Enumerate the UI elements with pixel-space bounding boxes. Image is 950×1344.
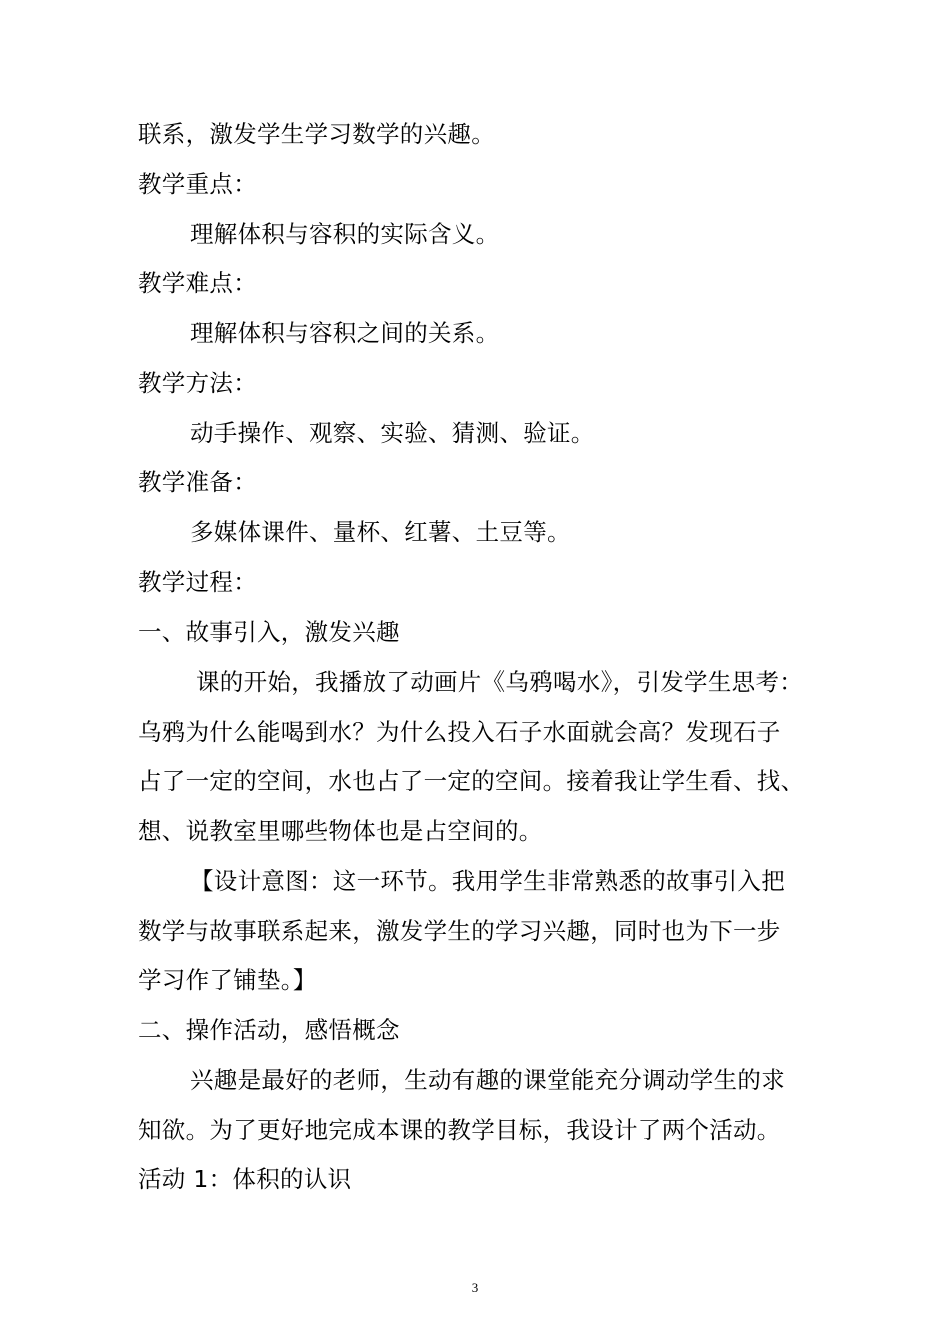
design-intent-text: 【设计意图：这一环节。我用学生非常熟悉的故事引入把 (190, 867, 785, 895)
text-line: 占了一定的空间，水也占了一定的空间。接着我让学生看、找、 (138, 767, 805, 795)
text-line: 联系，激发学生学习数学的兴趣。 (138, 120, 495, 148)
page-number: 3 (471, 1280, 479, 1295)
activity-heading: 活动 1：体积的认识 (138, 1165, 352, 1193)
text-line: 乌鸦为什么能喝到水？为什么投入石子水面就会高？发现石子 (138, 718, 781, 746)
subsection-heading-activity: 二、操作活动，感悟概念 (138, 1016, 400, 1044)
text-line: 想、说教室里哪些物体也是占空间的。 (138, 817, 543, 845)
text-line: 动手操作、观察、实验、猜测、验证。 (190, 419, 595, 447)
text-line: 知欲。为了更好地完成本课的教学目标，我设计了两个活动。 (138, 1116, 781, 1144)
section-heading-process: 教学过程： (138, 568, 257, 596)
design-intent-text: 数学与故事联系起来，激发学生的学习兴趣，同时也为下一步 (138, 917, 781, 945)
text-line: 理解体积与容积的实际含义。 (190, 220, 500, 248)
section-heading-preparation: 教学准备： (138, 468, 257, 496)
text-line: 多媒体课件、量杯、红薯、土豆等。 (190, 518, 571, 546)
text-line: 理解体积与容积之间的关系。 (190, 319, 500, 347)
text-line: 兴趣是最好的老师，生动有趣的课堂能充分调动学生的求 (190, 1066, 785, 1094)
section-heading-focus: 教学重点： (138, 170, 257, 198)
section-heading-difficulty: 教学难点： (138, 269, 257, 297)
design-intent-text: 学习作了铺垫。】 (138, 966, 317, 994)
section-heading-method: 教学方法： (138, 369, 257, 397)
subsection-heading-story: 一、故事引入，激发兴趣 (138, 618, 400, 646)
text-line: 课的开始，我播放了动画片《乌鸦喝水》，引发学生思考： (196, 668, 804, 696)
